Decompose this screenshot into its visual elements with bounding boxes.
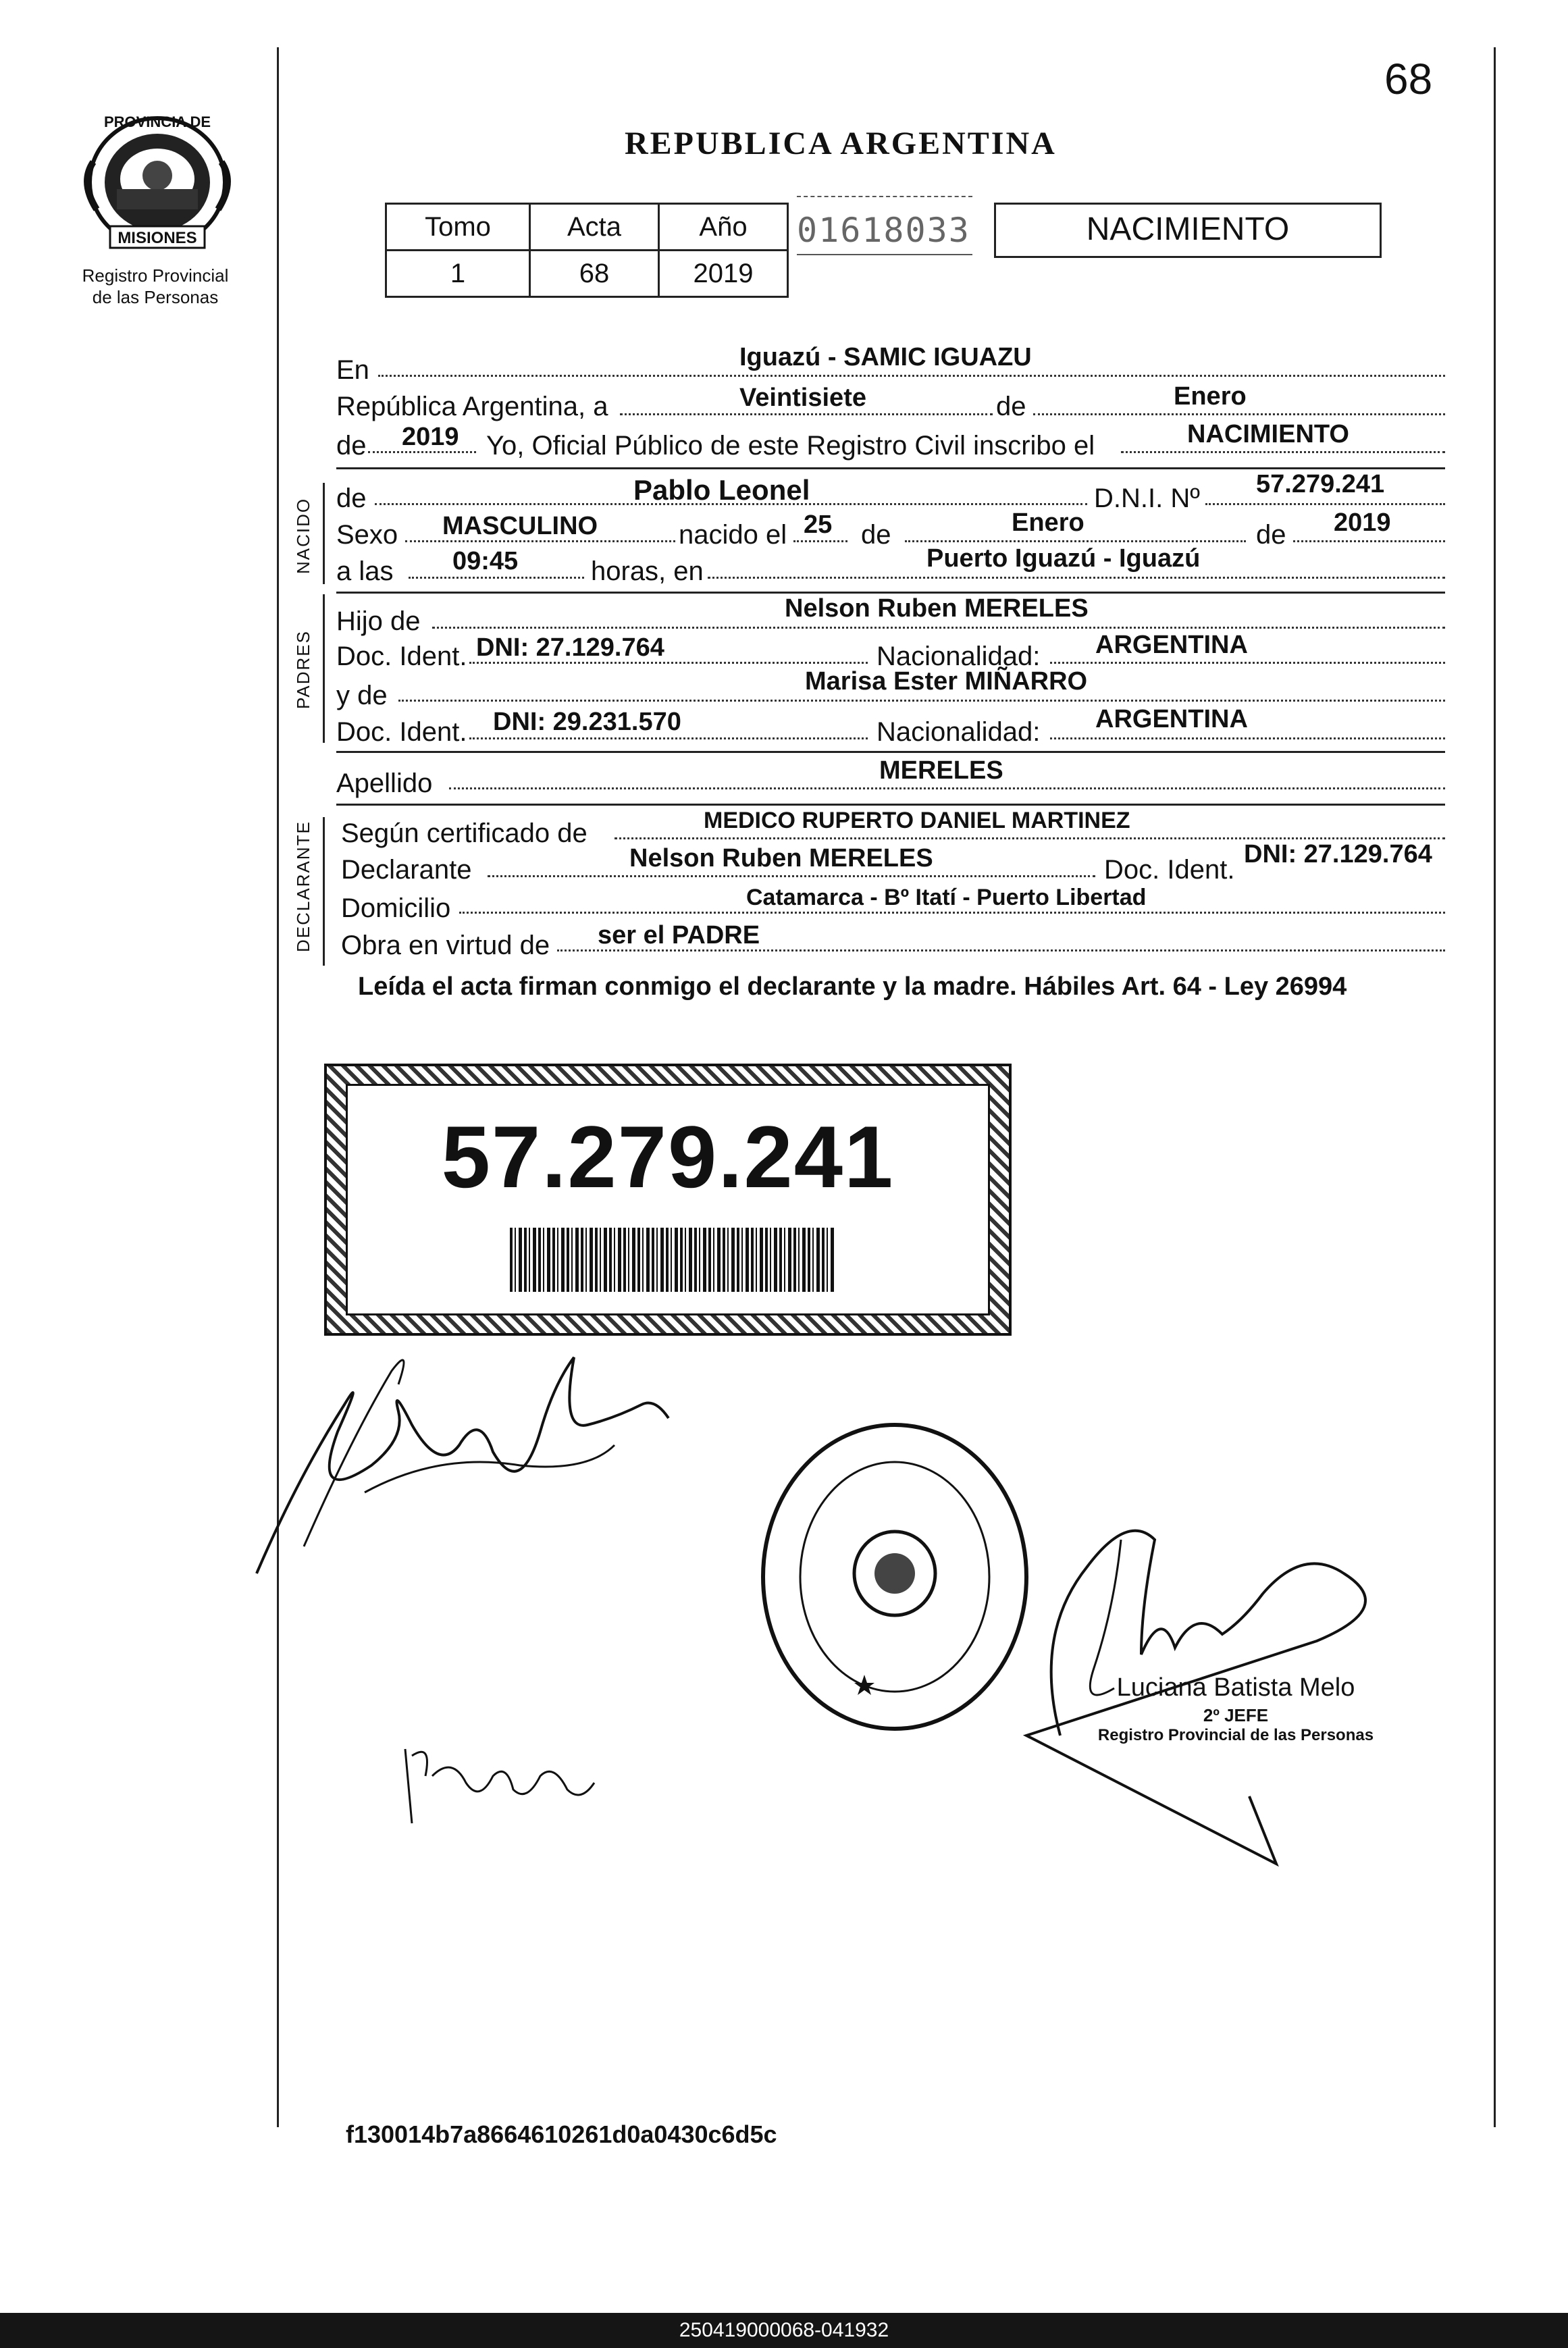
padre-doc-dotline: [469, 662, 868, 664]
madre-doc-value: DNI: 29.231.570: [493, 708, 681, 736]
page-heading: REPUBLICA ARGENTINA: [625, 126, 1057, 161]
section-label-declarante: DECLARANTE: [293, 820, 313, 952]
officer-registry: Registro Provincial de las Personas: [1097, 1726, 1374, 1744]
dni-value: 57.279.241: [1256, 470, 1385, 498]
year-value: 2019: [402, 423, 459, 451]
stamped-number: [797, 189, 979, 277]
declarante-doc-value: DNI: 27.129.764: [1244, 840, 1432, 868]
certificado-dotline: [615, 837, 1445, 839]
table-value-acta: 68: [530, 251, 659, 297]
section-divider-nacido: [323, 483, 325, 584]
declarante-label: Declarante: [341, 855, 472, 885]
dni-dotline: [1205, 503, 1445, 505]
section-rule-apellido: [336, 804, 1445, 806]
padre-nac-label: Nacionalidad:: [877, 642, 1041, 671]
yde-label: y de: [336, 681, 388, 710]
id-sticker-inner: [346, 1084, 990, 1315]
madre-value: Marisa Ester MIÑARRO: [805, 667, 1088, 696]
domicilio-dotline: [459, 912, 1445, 914]
svg-text:MISIONES: MISIONES: [117, 229, 197, 247]
declarante-doc-label: Doc. Ident.: [1104, 855, 1235, 885]
inscribo-dotline: [1121, 451, 1445, 453]
madre-nac-value: ARGENTINA: [1095, 705, 1248, 733]
id-sticker-number: 57.279.241: [441, 1107, 895, 1206]
table-value-tomo: 1: [386, 251, 530, 297]
section-divider-padres: [323, 594, 325, 743]
nacido-month-dotline: [905, 540, 1246, 542]
en-label: En: [336, 355, 369, 385]
alas-label: a las: [336, 556, 394, 586]
record-table: [385, 203, 789, 298]
obra-value: ser el PADRE: [598, 921, 760, 949]
section-rule-padres: [336, 751, 1445, 753]
madre-nac-dotline: [1050, 737, 1445, 739]
padre-doc-label: Doc. Ident.: [336, 642, 467, 671]
sexo-label: Sexo: [336, 520, 398, 550]
obra-label: Obra en virtud de: [341, 931, 550, 960]
declarante-dotline: [488, 875, 1095, 877]
section-rule-nacido: [336, 592, 1445, 594]
nacido-year: 2019: [1334, 508, 1391, 537]
table-header-tomo: Tomo: [386, 204, 530, 251]
left-margin-line: [277, 47, 279, 2127]
page-number: 68: [1384, 55, 1433, 103]
nombre-de-label: de: [336, 484, 367, 513]
svg-text:PROVINCIA DE: PROVINCIA DE: [103, 113, 211, 130]
id-sticker-barcode: [510, 1228, 834, 1292]
inscribo-label: Yo, Oficial Público de este Registro Civil inscribo el: [486, 431, 1095, 461]
sexo-value: MASCULINO: [442, 512, 598, 540]
table-header-anio: Año: [659, 204, 788, 251]
id-sticker: [324, 1064, 1012, 1336]
nacido-de-label-1: de: [861, 520, 891, 550]
footer-code: 250419000068-041932: [0, 2313, 1568, 2348]
certificado-label: Según certificado de: [341, 818, 587, 848]
domicilio-label: Domicilio: [341, 893, 451, 923]
section-rule-top: [336, 467, 1445, 469]
nacido-year-dotline: [1293, 540, 1445, 542]
en-value: Iguazú - SAMIC IGUAZU: [739, 343, 1032, 371]
nacido-day-dotline: [793, 540, 847, 542]
registry-caption-line1: Registro Provincial: [82, 265, 229, 286]
padre-nac-dotline: [1050, 662, 1445, 664]
year-dotline: [368, 451, 476, 453]
day-value: Veintisiete: [739, 384, 866, 412]
padre-value: Nelson Ruben MERELES: [785, 594, 1089, 623]
province-seal-logo: [80, 108, 235, 257]
padre-dotline: [432, 627, 1445, 629]
section-divider-declarante: [323, 817, 325, 966]
lugar-dotline: [708, 577, 1445, 579]
right-margin-line: [1494, 47, 1496, 2127]
domicilio-value: Catamarca - Bº Itatí - Puerto Libertad: [746, 885, 1147, 910]
sexo-dotline: [405, 540, 675, 542]
nacido-day: 25: [804, 511, 833, 539]
hijo-label: Hijo de: [336, 606, 421, 636]
madre-dotline: [398, 700, 1445, 702]
signature-declarante: [236, 1330, 723, 1587]
nombre-value: Pablo Leonel: [633, 474, 810, 506]
record-type-box: NACIMIENTO: [994, 203, 1382, 258]
year-de-label: de: [336, 431, 367, 461]
officer-stamp: [1067, 1673, 1405, 1745]
padre-nac-value: ARGENTINA: [1095, 631, 1248, 659]
closing-text: Leída el acta firman conmigo el declarante y la madre. Hábiles Art. 64 - Ley 26994: [358, 972, 1347, 1001]
signature-mother: [392, 1736, 608, 1830]
month-value: Enero: [1174, 382, 1247, 411]
padre-doc-value: DNI: 27.129.764: [476, 633, 664, 662]
nacido-label: nacido el: [679, 520, 787, 550]
inscribo-value: NACIMIENTO: [1187, 420, 1349, 448]
section-label-nacido: NACIDO: [293, 497, 313, 574]
section-label-padres: PADRES: [293, 630, 313, 709]
hora-value: 09:45: [452, 547, 519, 575]
document-hash: f130014b7a8664610261d0a0430c6d5c: [346, 2120, 777, 2148]
officer-name: Luciana Batista Melo: [1116, 1673, 1355, 1702]
madre-doc-dotline: [469, 737, 868, 739]
apellido-dotline: [449, 787, 1445, 789]
delegation-round-stamp: [756, 1418, 1033, 1736]
table-header-acta: Acta: [530, 204, 659, 251]
madre-doc-label: Doc. Ident.: [336, 717, 467, 747]
republica-de-label: de: [996, 392, 1026, 421]
apellido-value: MERELES: [879, 756, 1003, 785]
signature-officer: [1020, 1432, 1411, 1891]
nacido-month: Enero: [1012, 508, 1084, 537]
apellido-label: Apellido: [336, 768, 433, 798]
dni-label: D.N.I. Nº: [1094, 484, 1200, 513]
republica-label: República Argentina, a: [336, 392, 608, 421]
nacido-de-label-2: de: [1256, 520, 1286, 550]
obra-dotline: [557, 949, 1445, 951]
republica-dotline-1: [620, 413, 993, 415]
registry-caption-line2: de las Personas: [92, 287, 219, 307]
horas-label: horas, en: [591, 556, 704, 586]
registry-caption: [54, 265, 257, 308]
stamped-number-text: 01618033: [797, 211, 970, 250]
madre-nac-label: Nacionalidad:: [877, 717, 1041, 747]
republica-dotline-2: [1033, 413, 1445, 415]
table-value-anio: 2019: [659, 251, 788, 297]
hora-dotline: [409, 577, 584, 579]
en-dotline: [378, 375, 1445, 377]
certificado-value: MEDICO RUPERTO DANIEL MARTINEZ: [704, 808, 1130, 833]
officer-title: 2º JEFE: [1203, 1705, 1269, 1725]
lugar-value: Puerto Iguazú - Iguazú: [926, 544, 1201, 573]
declarante-value: Nelson Ruben MERELES: [629, 844, 933, 872]
